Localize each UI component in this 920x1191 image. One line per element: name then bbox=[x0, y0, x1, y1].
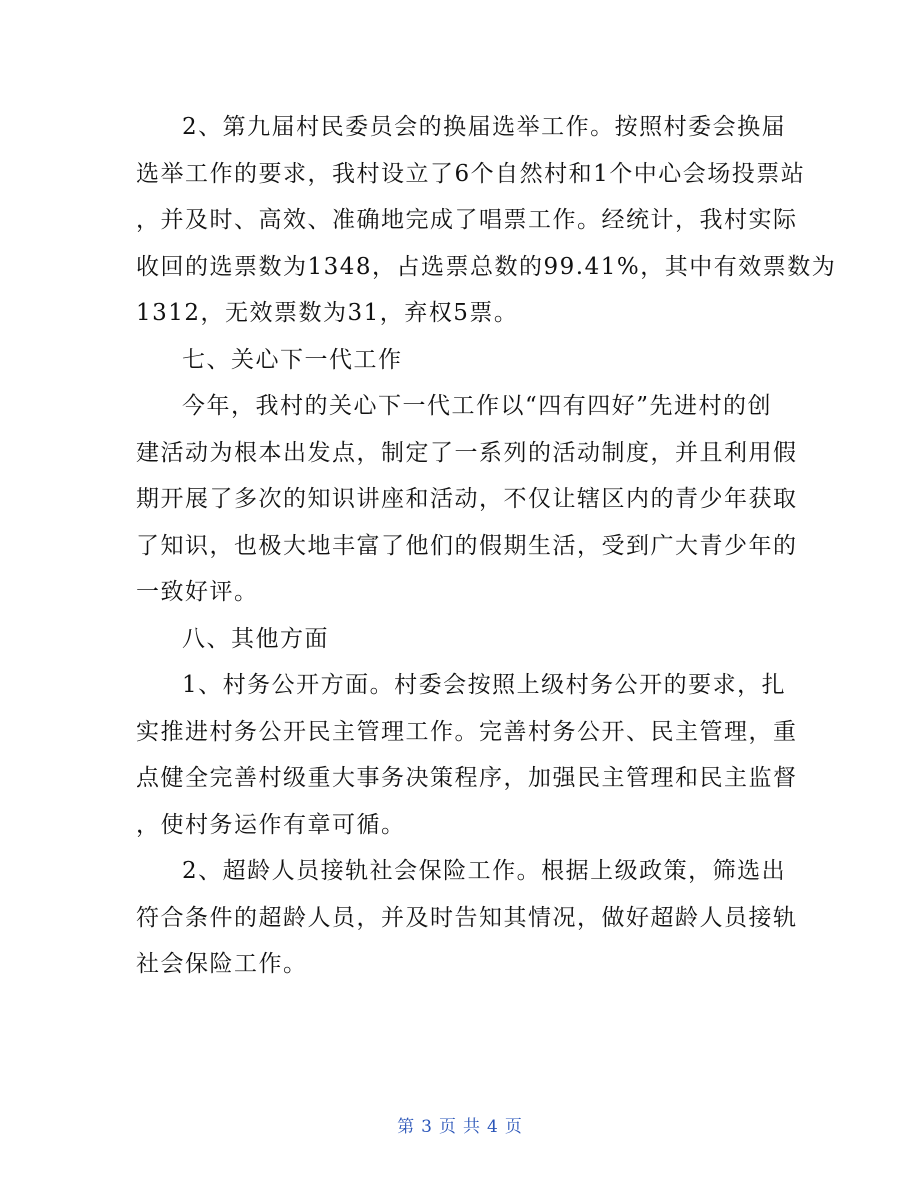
text-line: 选举工作的要求，我村设立了6个自然村和1个中心会场投票站 bbox=[136, 160, 806, 187]
footer-total-label: 共 bbox=[463, 1117, 481, 1137]
footer-prefix: 第 bbox=[397, 1117, 416, 1137]
footer-total-pages: 4 bbox=[487, 1117, 499, 1137]
document-body bbox=[136, 104, 837, 988]
text-line: ，并及时、高效、准确地完成了唱票工作。经统计，我村实际 bbox=[136, 207, 798, 233]
footer-current-page: 3 bbox=[421, 1117, 433, 1137]
page-footer bbox=[0, 1112, 920, 1137]
text-line: 1、村务公开方面。村委会按照上级村务公开的要求，扎 bbox=[182, 672, 787, 698]
text-line: 实推进村务公开民主管理工作。完善村务公开、民主管理，重 bbox=[136, 718, 798, 745]
text-line: 2、超龄人员接轨社会保险工作。根据上级政策，筛选出 bbox=[182, 858, 787, 884]
footer-suffix: 页 bbox=[504, 1117, 523, 1137]
text-line: 符合条件的超龄人员，并及时告知其情况，做好超龄人员接轨 bbox=[136, 904, 798, 931]
text-line: 一致好评。 bbox=[136, 579, 259, 605]
text-line: 期开展了多次的知识讲座和活动，不仅让辖区内的青少年获取 bbox=[136, 486, 798, 512]
text-line: 2、第九届村民委员会的换届选举工作。按照村委会换届 bbox=[182, 114, 787, 140]
section-heading-other-aspects: 八、其他方面 bbox=[182, 625, 329, 652]
section-heading-care-next-generation: 七、关心下一代工作 bbox=[182, 346, 403, 373]
text-line: 了知识，也极大地丰富了他们的假期生活，受到广大青少年的 bbox=[136, 532, 798, 559]
text-line: 建活动为根本出发点，制定了一系列的活动制度，并且利用假 bbox=[136, 439, 798, 466]
text-line: ，使村务运作有章可循。 bbox=[136, 811, 406, 838]
text-line: 收回的选票数为1348，占选票总数的99.41%，其中有效票数为 bbox=[136, 253, 837, 280]
text-line: 点健全完善村级重大事务决策程序，加强民主管理和民主监督 bbox=[136, 765, 798, 791]
text-line: 社会保险工作。 bbox=[136, 951, 308, 977]
text-line: 1312，无效票数为31，弃权5票。 bbox=[136, 300, 519, 326]
footer-page-label: 页 bbox=[439, 1117, 457, 1137]
text-line: 今年，我村的关心下一代工作以“四有四好”先进村的创 bbox=[182, 393, 773, 419]
